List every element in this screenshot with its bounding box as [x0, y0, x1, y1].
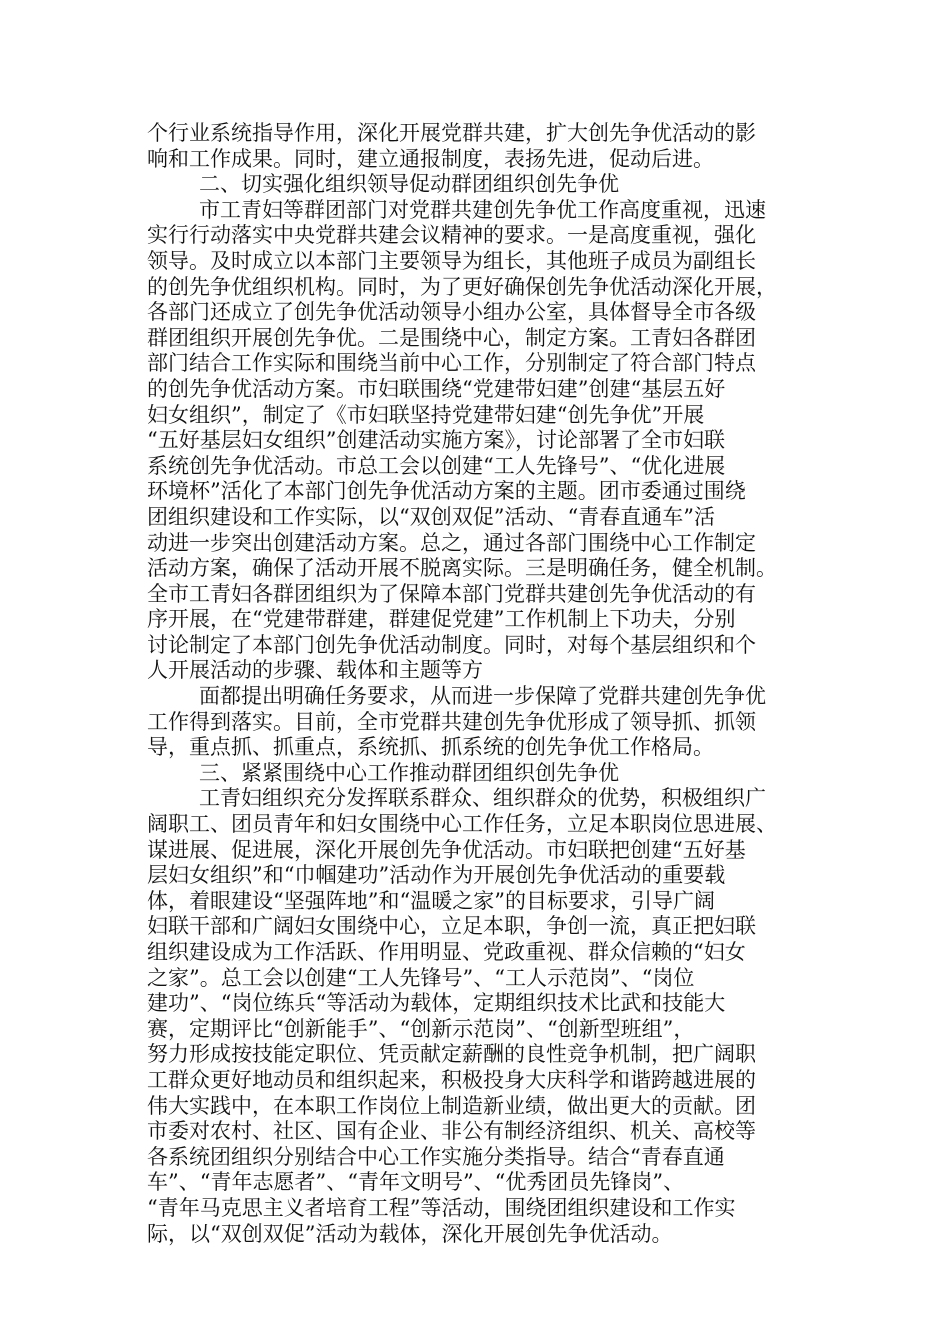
text-line: 工作得到落实。目前，全市党群共建创先争优形成了领导抓、抓领: [147, 709, 756, 734]
text-line: 团组织建设和工作实际，以“双创双促”活动、“青春直通车”活: [147, 504, 715, 529]
text-line: 导，重点抓、抓重点，系统抓、抓系统的创先争优工作格局。: [147, 735, 714, 760]
text-line: 伟大实践中，在本职工作岗位上制造新业绩，做出更大的贡献。团: [147, 1093, 756, 1118]
text-line: 车”、“青年志愿者”、“青年文明号”、“优秀团员先锋岗”、: [147, 1170, 685, 1195]
text-line: 阔职工、团员青年和妇女围绕中心工作任务，立足本职岗位思进展、: [147, 812, 777, 837]
text-line: 二、切实强化组织领导促动群团组织创先争优: [199, 172, 619, 197]
text-line: 三、紧紧围绕中心工作推动群团组织创先争优: [199, 760, 619, 785]
text-line: 个行业系统指导作用，深化开展党群共建，扩大创先争优活动的影: [147, 121, 756, 145]
text-line: 各部门还成立了创先争优活动领导小组办公室，具体督导全市各级: [147, 300, 756, 325]
text-line: 妇女组织”，制定了《市妇联坚持党建带妇建“创先争优”开展: [147, 402, 705, 427]
text-line: 妇联干部和广阔妇女围绕中心，立足本职，争创一流，真正把妇联: [147, 914, 756, 939]
text-line: 谋进展、促进展，深化开展创先争优活动。市妇联把创建“五好基: [147, 837, 746, 862]
text-line: 工群众更好地动员和组织起来，积极投身大庆科学和谐跨越进展的: [147, 1067, 756, 1092]
text-line: 面都提出明确任务要求，从而进一步保障了党群共建创先争优: [199, 684, 766, 709]
document-body: [147, 121, 802, 1247]
text-line: 全市工青妇各群团组织为了保障本部门党群共建创先争优活动的有: [147, 581, 756, 606]
text-line: 动进一步突出创建活动方案。总之，通过各部门围绕中心工作制定: [147, 530, 756, 555]
text-line: 市委对农村、社区、国有企业、非公有制经济组织、机关、高校等: [147, 1119, 756, 1144]
text-line: 的创先争优活动方案。市妇联围绕“党建带妇建”创建“基层五好: [147, 376, 726, 401]
text-line: 讨论制定了本部门创先争优活动制度。同时，对每个基层组织和个: [147, 632, 756, 657]
text-line: 市工青妇等群团部门对党群共建创先争优工作高度重视，迅速: [199, 197, 766, 222]
text-line: 之家”。总工会以创建“工人先锋号”、“工人示范岗”、“岗位: [147, 965, 695, 990]
text-line: 部门结合工作实际和围绕当前中心工作，分别制定了符合部门特点: [147, 351, 756, 376]
text-line: 层妇女组织”和“巾帼建功”活动作为开展创先争优活动的重要载: [147, 863, 726, 888]
text-line: 群团组织开展创先争优。二是围绕中心，制定方案。工青妇各群团: [147, 325, 756, 350]
text-line: 各系统团组织分别结合中心工作实施分类指导。结合“青春直通: [147, 1144, 725, 1169]
text-line: 人开展活动的步骤、载体和主题等方: [147, 658, 483, 683]
text-line: “青年马克思主义者培育工程”等活动，围绕团组织建设和工作实: [147, 1195, 736, 1220]
text-line: 响和工作成果。同时，建立通报制度，表扬先进，促动后进。: [147, 146, 714, 171]
text-line: 努力形成按技能定职位、凭贡献定薪酬的良性竞争机制，把广阔职: [147, 1042, 756, 1067]
text-line: 系统创先争优活动。市总工会以创建“工人先锋号”、“优化进展: [147, 453, 726, 478]
text-line: 际，以“双创双促”活动为载体，深化开展创先争优活动。: [147, 1221, 673, 1246]
text-line: 体，着眼建设“坚强阵地”和“温暖之家”的目标要求，引导广阔: [147, 888, 715, 913]
text-line: 赛，定期评比“创新能手”、“创新示范岗”、“创新型班组”，: [147, 1016, 695, 1041]
text-line: 活动方案，确保了活动开展不脱离实际。三是明确任务，健全机制。: [147, 556, 777, 581]
text-line: 序开展，在“党建带群建，群建促党建”工作机制上下功夫，分别: [147, 607, 736, 632]
text-line: “五好基层妇女组织”创建活动实施方案》，讨论部署了全市妇联: [147, 428, 725, 453]
text-line: 工青妇组织充分发挥联系群众、组织群众的优势，积极组织广: [199, 786, 766, 811]
text-line: 组织建设成为工作活跃、作用明显、党政重视、群众信赖的“妇女: [147, 940, 746, 964]
text-line: 实行行动落实中央党群共建会议精神的要求。一是高度重视，强化: [147, 223, 756, 248]
text-line: 领导。及时成立以本部门主要领导为组长，其他班子成员为副组长: [147, 248, 756, 273]
text-line: 建功”、“岗位练兵“等活动为载体，定期组织技术比武和技能大: [147, 991, 726, 1016]
text-line: 环境杯”活化了本部门创先争优活动方案的主题。团市委通过围绕: [147, 479, 746, 504]
text-line: 的创先争优组织机构。同时，为了更好确保创先争优活动深化开展，: [147, 274, 777, 299]
